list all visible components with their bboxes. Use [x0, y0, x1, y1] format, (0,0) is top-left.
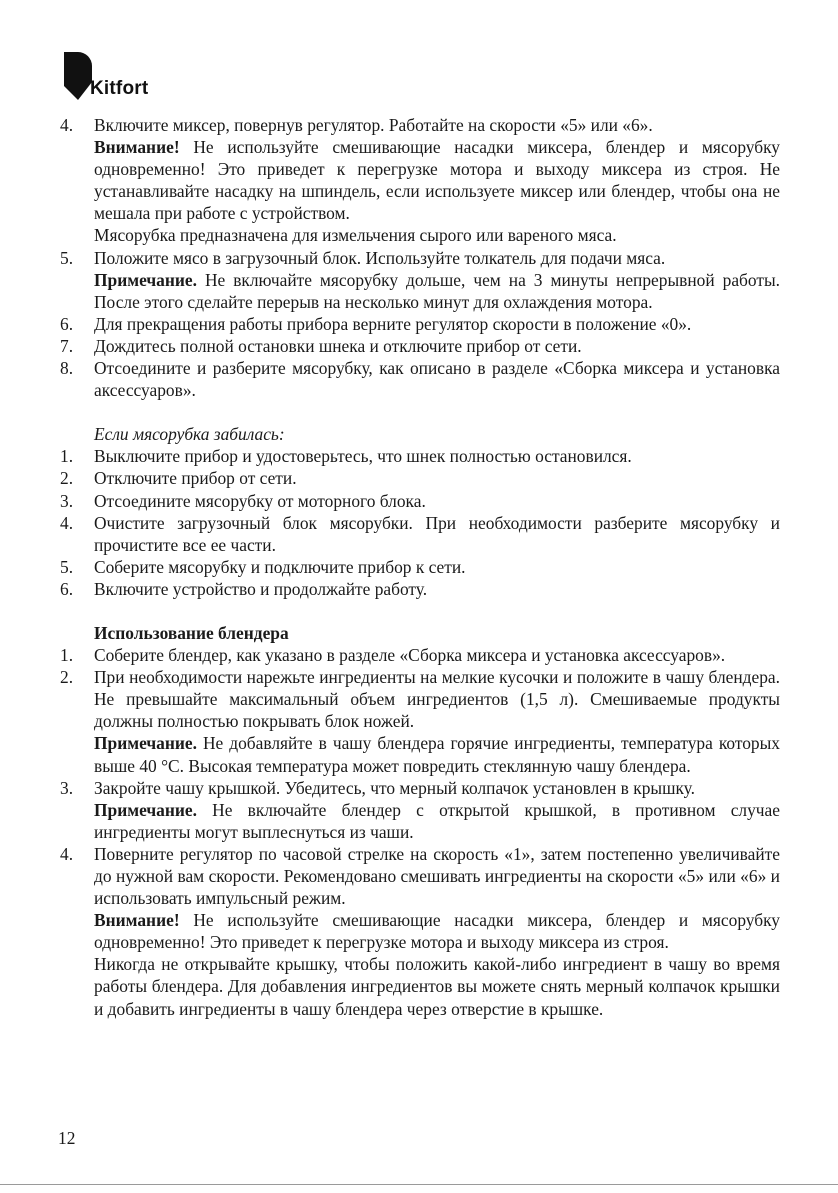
- list-item-number: 1.: [60, 446, 74, 467]
- paragraph-text: Не включайте блендер с открытой крышкой, в противном случае ингредиенты могут выплеснуться из чаши.: [94, 799, 780, 842]
- paragraph-text: Отсоедините и разберите мясорубку, как описано в разделе «Сборка миксера и установка аксессуаров».: [94, 358, 780, 401]
- section-clogged-steps: [60, 445, 780, 600]
- list-item-body: [94, 247, 780, 313]
- paragraph: [94, 224, 780, 246]
- paragraph-text: Не используйте смешивающие насадки миксера, блендер и мясорубку одновременно! Это приведет к перегрузке мотора и выходу миксера из строя. Не устанавливайте насадку на шпиндель, если используете миксер или блендер, чтобы она не мешала при работе с устройством.: [94, 137, 780, 224]
- note-label: Примечание.: [94, 733, 197, 754]
- list-item-number: 8.: [60, 358, 74, 379]
- list-item-number: 4.: [60, 843, 74, 864]
- paragraph: [94, 445, 780, 467]
- paragraph: [94, 269, 780, 313]
- list-item-body: [94, 335, 780, 357]
- list-item: [60, 445, 780, 467]
- list-item: [60, 114, 780, 247]
- list-item-number: 3.: [60, 490, 74, 511]
- paragraph: [94, 335, 780, 357]
- list-item-body: [94, 556, 780, 578]
- list-item: [60, 666, 780, 776]
- list-item-body: [94, 578, 780, 600]
- section-blender-steps: [60, 644, 780, 1020]
- paragraph-text: Мясорубка предназначена для измельчения сырого или вареного мяса.: [94, 225, 617, 246]
- list-item-body: [94, 644, 780, 666]
- list-item: [60, 357, 780, 401]
- paragraph: [94, 843, 780, 909]
- list-item: [60, 490, 780, 512]
- paragraph: [94, 313, 780, 335]
- list-item: [60, 556, 780, 578]
- paragraph-text: Никогда не открывайте крышку, чтобы положить какой-либо ингредиент в чашу во время работы блендера. Для добавления ингредиентов вы можете снять мерный колпачок крышки и добавить ингредиенты в чашу блендера через отверстие в крышке.: [94, 954, 780, 1019]
- paragraph-text: Не добавляйте в чашу блендера горячие ингредиенты, температура которых выше 40 °С. Высокая температура может повредить стеклянную чашу блендера.: [94, 733, 780, 776]
- list-item-number: 5.: [60, 247, 74, 268]
- list-item-body: [94, 777, 780, 843]
- list-item: [60, 578, 780, 600]
- paragraph-text: Отсоедините мясорубку от моторного блока.: [94, 490, 426, 511]
- paragraph-text: Не используйте смешивающие насадки миксера, блендер и мясорубку одновременно! Это приведет к перегрузке мотора и выходу миксера из строя.: [94, 910, 780, 953]
- paragraph-text: Выключите прибор и удостоверьтесь, что шнек полностью остановился.: [94, 446, 632, 467]
- list-item-body: [94, 467, 780, 489]
- paragraph-text: Соберите блендер, как указано в разделе «Сборка миксера и установка аксессуаров».: [94, 645, 726, 666]
- section-steps: [60, 114, 780, 401]
- paragraph: [94, 512, 780, 556]
- list-item-number: 7.: [60, 335, 74, 356]
- list-item-number: 2.: [60, 468, 74, 489]
- note-label: Примечание.: [94, 799, 197, 820]
- note-label: Внимание!: [94, 137, 180, 158]
- list-item-number: 6.: [60, 578, 74, 599]
- list-item-number: 2.: [60, 667, 74, 688]
- list-item: [60, 843, 780, 1020]
- list-item: [60, 467, 780, 489]
- bottom-divider: [0, 1184, 838, 1185]
- kitfort-logo-icon: [64, 52, 92, 100]
- list-item-body: [94, 512, 780, 556]
- list-item-number: 4.: [60, 512, 74, 533]
- note-label: Примечание.: [94, 269, 197, 290]
- paragraph-text: Для прекращения работы прибора верните регулятор скорости в положение «0».: [94, 313, 692, 334]
- list-item-number: 1.: [60, 645, 74, 666]
- list-item-body: [94, 357, 780, 401]
- brand-logo: [64, 52, 174, 102]
- paragraph-text: Отключите прибор от сети.: [94, 468, 297, 489]
- paragraph: [94, 578, 780, 600]
- list-item-number: 5.: [60, 556, 74, 577]
- paragraph: [94, 556, 780, 578]
- paragraph: [94, 909, 780, 953]
- subheading-clogged: Если мясорубка забилась:: [94, 424, 285, 445]
- paragraph-text: Положите мясо в загрузочный блок. Используйте толкатель для подачи мяса.: [94, 247, 666, 268]
- paragraph-text: Поверните регулятор по часовой стрелке на скорость «1», затем постепенно увеличивайте до нужной вам скорости. Рекомендовано смешивать ингредиенты на скорости «5» или «6» и использовать импульсный режим.: [94, 843, 780, 909]
- paragraph: [94, 467, 780, 489]
- document-content: [60, 114, 780, 1020]
- list-item-number: 4.: [60, 115, 74, 135]
- paragraph: [94, 777, 780, 799]
- paragraph: [94, 644, 780, 666]
- list-item-body: [94, 445, 780, 467]
- list-item: [60, 313, 780, 335]
- list-item-number: 6.: [60, 313, 74, 334]
- brand-name: Kitfort: [90, 78, 149, 99]
- paragraph: [94, 136, 780, 224]
- list-item: [60, 335, 780, 357]
- page-number: 12: [58, 1128, 76, 1148]
- paragraph-text: При необходимости нарежьте ингредиенты на мелкие кусочки и положите в чашу блендера. Не превышайте максимальный объем ингредиентов (1,5 л). Смешиваемые продукты должны полностью покрывать блок ножей.: [94, 667, 780, 732]
- paragraph: [94, 799, 780, 843]
- list-item-body: [94, 666, 780, 776]
- list-item-body: [94, 490, 780, 512]
- paragraph-text: Соберите мясорубку и подключите прибор к сети.: [94, 556, 466, 577]
- paragraph-text: Закройте чашу крышкой. Убедитесь, что мерный колпачок установлен в крышку.: [94, 777, 695, 798]
- list-item: [60, 247, 780, 313]
- paragraph: [94, 357, 780, 401]
- paragraph: [94, 490, 780, 512]
- note-label: Внимание!: [94, 910, 180, 931]
- paragraph-text: Дождитесь полной остановки шнека и отключите прибор от сети.: [94, 335, 582, 356]
- paragraph-text: Включите устройство и продолжайте работу.: [94, 578, 428, 599]
- list-item: [60, 512, 780, 556]
- list-item-body: [94, 114, 780, 247]
- list-item: [60, 644, 780, 666]
- paragraph-text: Не включайте мясорубку дольше, чем на 3 минуты непрерывной работы. После этого сделайте перерыв на несколько минут для охлаждения мотора.: [94, 269, 780, 312]
- list-item-body: [94, 843, 780, 1020]
- paragraph: [94, 732, 780, 776]
- paragraph-text: Включите миксер, повернув регулятор. Работайте на скорости «5» или «6».: [94, 115, 653, 135]
- paragraph: [94, 666, 780, 732]
- list-item-number: 3.: [60, 777, 74, 798]
- paragraph-text: Очистите загрузочный блок мясорубки. При необходимости разберите мясорубку и прочистите все ее части.: [94, 512, 780, 555]
- paragraph: [94, 114, 780, 136]
- paragraph: [94, 247, 780, 269]
- list-item-body: [94, 313, 780, 335]
- paragraph: [94, 953, 780, 1019]
- section-heading-blender: Использование блендера: [94, 622, 289, 643]
- list-item: [60, 777, 780, 843]
